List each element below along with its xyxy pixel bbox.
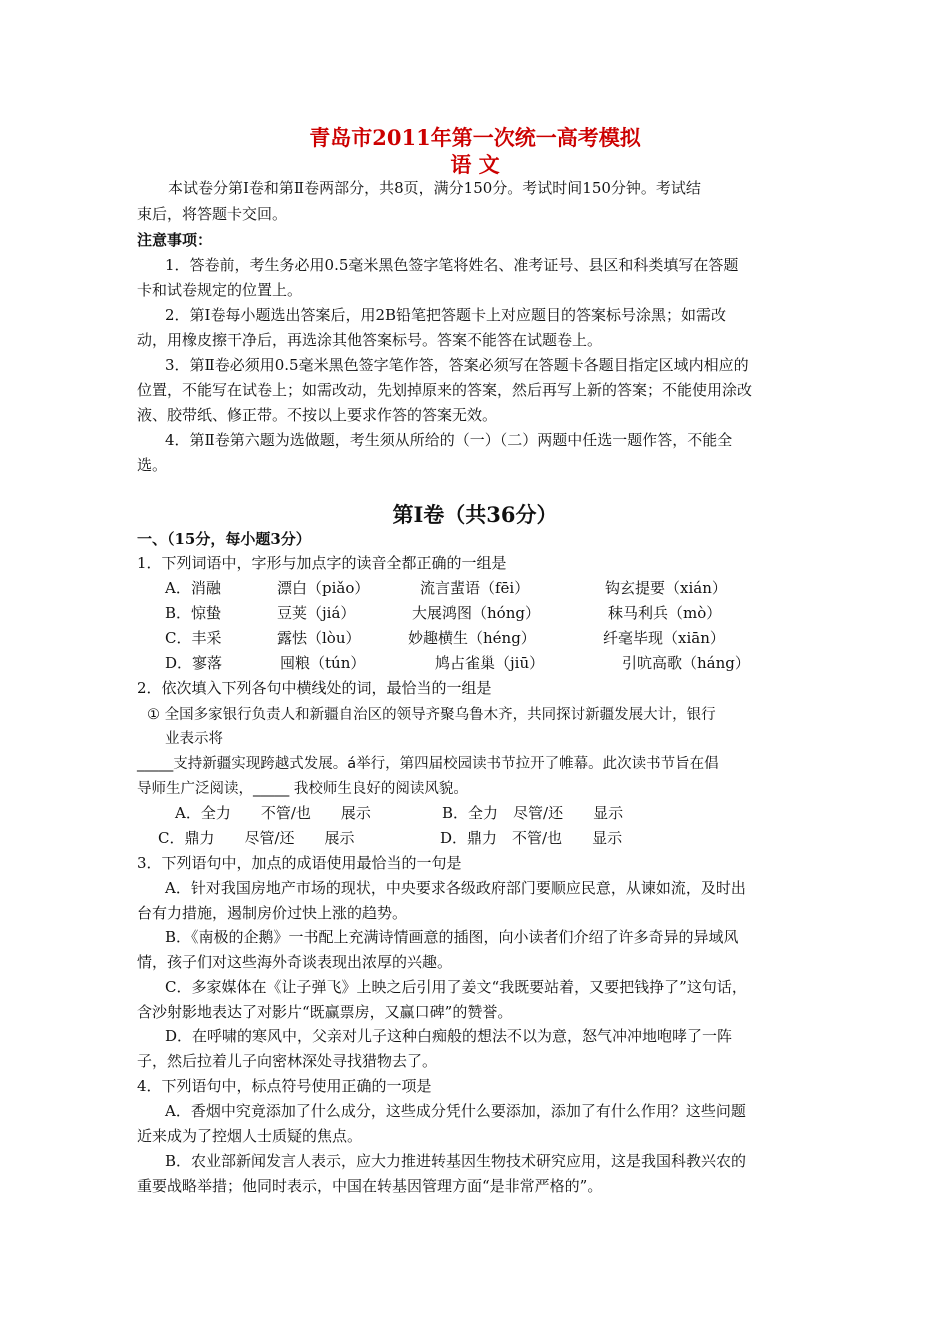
intro-line: 本试卷分第Ⅰ卷和第Ⅱ卷两部分，共8页，满分150分。考试时间150分钟。考试结: [168, 179, 701, 197]
notice-line: 选。: [137, 456, 168, 474]
q2-passage-line: 业表示将: [165, 731, 223, 747]
section-title: 一、（15分，每小题3分）: [137, 530, 311, 548]
notice-line: 3．第Ⅱ卷必须用0.5毫米黑色签字笔作答，答案必须写在答题卡各题目指定区域内相应的: [165, 356, 749, 374]
notice-line: 4．第Ⅱ卷第六题为选做题，考生须从所给的（一）（二）两题中任选一题作答，不能全: [165, 431, 733, 449]
q2-option-a: A．全力 不管/也 展示: [175, 804, 371, 822]
subject-title: 语 文: [450, 152, 500, 177]
q2-option-b: B．全力 尽管/还 显示: [442, 804, 624, 822]
notice-line: 2．第Ⅰ卷每小题选出答案后，用2B铅笔把答题卡上对应题目的答案标号涂黑；如需改: [165, 306, 727, 324]
notice-title: 注意事项：: [137, 231, 213, 249]
notice-line: 卡和试卷规定的位置上。: [137, 281, 303, 299]
intro-line: 束后，将答题卡交回。: [137, 205, 288, 223]
q3-line: C．多家媒体在《让子弹飞》上映之后引用了姜文“我既要站着，又要把钱挣了”这句话，: [165, 978, 747, 996]
q3-line: D．在呼啸的寒风中，父亲对儿子这种白痴般的想法不以为意，怒气冲冲地咆哮了一阵: [165, 1027, 733, 1045]
notice-line: 位置，不能写在试卷上；如需改动，先划掉原来的答案，然后再写上新的答案；不能使用涂改: [137, 381, 753, 399]
q2-passage-line: 导师生广泛阅读，_____ 我校师生良好的阅读风貌。: [137, 781, 468, 797]
q4-stem: 4．下列语句中，标点符号使用正确的一项是: [137, 1077, 432, 1095]
q2-stem: 2．依次填入下列各句中横线处的词，最恰当的一组是: [137, 679, 492, 697]
q2-option-c: C．鼎力 尽管/还 展示: [158, 829, 355, 847]
part-title: 第Ⅰ卷（共36分）: [392, 502, 558, 527]
q4-line: B．农业部新闻发言人表示，应大力推进转基因生物技术研究应用，这是我国科教兴农的: [165, 1152, 747, 1170]
q2-passage-line: _____支持新疆实现跨越式发展。á举行，第四届校园读书节拉开了帷幕。此次读书节旨在倡: [137, 756, 719, 772]
q4-line: 重要战略举措；他同时表示，中国在转基因管理方面“是非常严格的”。: [137, 1177, 603, 1195]
q3-line: A．针对我国房地产市场的现状，中央要求各级政府部门要顺应民意，从谏如流，及时出: [165, 879, 746, 897]
q4-line: 近来成为了控烟人士质疑的焦点。: [137, 1127, 363, 1145]
notice-line: 动，用橡皮擦干净后，再选涂其他答案标号。答案不能答在试题卷上。: [137, 331, 603, 349]
exam-title: 青岛市2011年第一次统一高考模拟: [309, 125, 641, 150]
q3-line: 情，孩子们对这些海外奇谈表现出浓厚的兴趣。: [137, 953, 453, 971]
q3-line: B．《南极的企鹅》一书配上充满诗情画意的插图，向小读者们介绍了许多奇异的异域风: [165, 928, 739, 946]
q2-passage-line: ① 全国多家银行负责人和新疆自治区的领导齐聚乌鲁木齐，共同探讨新疆发展大计，银行: [147, 707, 716, 723]
q3-line: 含沙射影地表达了对影片“既赢票房，又赢口碑”的赞誉。: [137, 1003, 513, 1021]
notice-line: 液、胶带纸、修正带。不按以上要求作答的答案无效。: [137, 406, 498, 424]
q3-line: 台有力措施，遏制房价过快上涨的趋势。: [137, 904, 408, 922]
notice-line: 1．答卷前，考生务必用0.5毫米黑色签字笔将姓名、准考证号、县区和科类填写在答题: [165, 256, 739, 274]
q2-option-d: D．鼎力 不管/也 显示: [440, 829, 623, 847]
q4-line: A．香烟中究竟添加了什么成分，这些成分凭什么要添加，添加了有什么作用？这些问题: [165, 1102, 746, 1120]
q3-stem: 3．下列语句中，加点的成语使用最恰当的一句是: [137, 854, 462, 872]
q3-line: 子，然后拉着儿子向密林深处寻找猎物去了。: [137, 1052, 438, 1070]
q1-stem: 1．下列词语中，字形与加点字的读音全都正确的一组是: [137, 554, 507, 572]
